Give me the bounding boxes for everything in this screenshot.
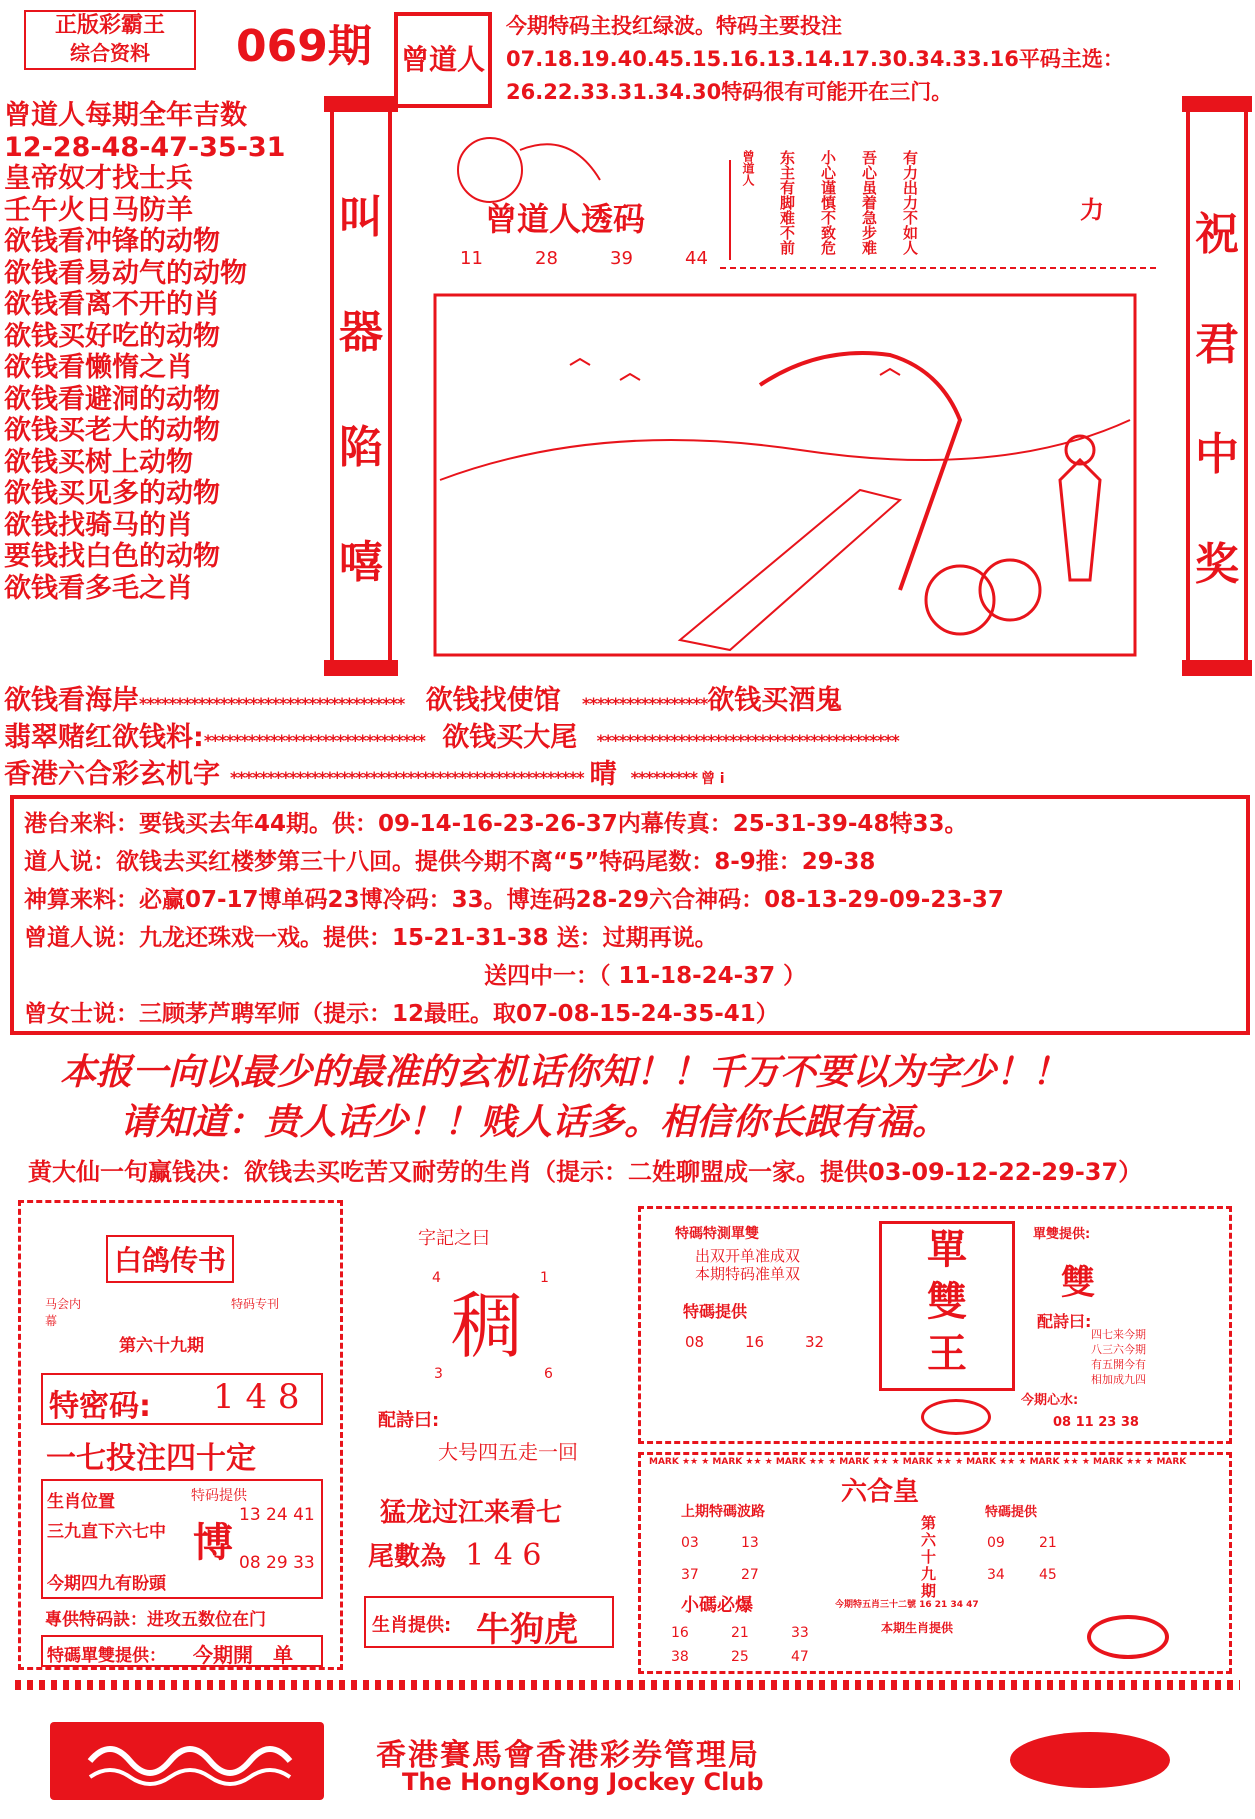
wave-nums <box>681 1527 801 1591</box>
left-scroll-char: 叫 <box>339 192 383 243</box>
long-line-text: 欲钱找使馆 <box>425 685 561 716</box>
zodiac-label: 生肖位置 <box>47 1492 115 1512</box>
small-code-label: 小碼必爆 <box>681 1595 753 1616</box>
poem-label: 配詩曰: <box>378 1410 440 1431</box>
special-label: 特码提供 <box>191 1488 247 1504</box>
king-poem-line: 八三六今期 <box>1091 1343 1146 1356</box>
clue-item: 欲钱看易动气的动物 <box>4 257 247 289</box>
clue-item: 欲钱看避洞的动物 <box>4 383 220 415</box>
long-line-3: 香港六合彩玄机字 ************************************************ 晴 ********* 曾 i <box>4 759 725 790</box>
zodiac-provide-label-2: 本期生肖提供 <box>881 1621 954 1635</box>
king-nums <box>685 1333 865 1351</box>
king-oe-value: 雙 <box>1061 1263 1095 1303</box>
left-clue-list <box>4 100 314 604</box>
small-code-num: 38 <box>671 1649 689 1665</box>
combo-line: 今期特五肖三十二號 16 21 34 47 <box>835 1600 979 1610</box>
info-line: 神算来料：必赢07-17博单码23博冷码：33。博连码28-29六合神码：08-13-29-09-23-37 <box>24 887 1004 913</box>
header-intro: 今期特码主投红绿波。特码主要投注07.18.19.40.45.15.16.13.14.17.30.34.33.16平码主选：26.22.33.31.34.30特码很有可能开在三门。 <box>506 14 1124 104</box>
king-sub1: 出双开单准成双 <box>695 1247 801 1265</box>
secret-code-row <box>41 1373 323 1425</box>
poem-column: 吾心虽着急步难 <box>860 150 878 255</box>
king-char: 王 <box>927 1330 967 1377</box>
king-poem-line: 有五開今有 <box>1091 1358 1146 1371</box>
word-title: 字記之曰 <box>418 1228 490 1249</box>
odd-even-king-panel <box>638 1206 1232 1444</box>
word-char: 稠 <box>451 1284 524 1368</box>
king-char: 雙 <box>927 1278 967 1325</box>
wave-num: 03 <box>681 1535 699 1551</box>
mark-text: MARK <box>649 1457 679 1467</box>
illustration-numbers <box>460 248 760 269</box>
issue-number: 069期 <box>236 21 372 72</box>
six-emperor-panel <box>638 1452 1232 1674</box>
word-n2: 1 <box>540 1270 549 1286</box>
provide-nums <box>987 1527 1097 1591</box>
tail-label: 尾數為 <box>368 1542 447 1572</box>
bet-line: 一七投注四十定 <box>46 1441 256 1476</box>
zodiac-text: 三九直下六七中 <box>47 1522 166 1542</box>
reveal-number: 39 <box>610 248 633 269</box>
king-title: 特碼特測單雙 <box>675 1226 759 1242</box>
clue-item: 欲钱看多毛之肖 <box>4 572 193 604</box>
king-oe-label: 單雙提供: <box>1033 1227 1091 1242</box>
bottom-mid-panel <box>348 1200 626 1670</box>
info-box <box>10 795 1250 1035</box>
word-n4: 6 <box>544 1366 553 1382</box>
king-flower-icon <box>921 1399 991 1435</box>
small-code-nums <box>671 1621 871 1669</box>
odd-even-value: 今期開 单 <box>193 1643 293 1667</box>
footer-english: The HongKong Jockey Club <box>402 1768 764 1796</box>
clue-item: 欲钱买老大的动物 <box>4 415 220 446</box>
mark-strip: MARK ★★ ★ MARK ★★ ★ MARK ★★ ★ MARK ★★ ★ MARK ★★ ★ MARK ★★ ★ MARK ★★ ★ MARK ★★ ★ MARK <box>649 1457 1187 1467</box>
illustration-title: 曾道人透码 <box>485 200 646 238</box>
logo-line1: 正版彩霸王 <box>54 13 165 38</box>
six-emperor-title: 六合皇 <box>841 1477 920 1507</box>
reveal-number: 28 <box>535 248 558 269</box>
special-char: 博 <box>193 1519 233 1566</box>
small-code-num: 25 <box>731 1649 749 1665</box>
small-code-num: 21 <box>731 1625 749 1641</box>
clue-item: 欲钱找骑马的肖 <box>4 509 193 541</box>
dragon-line: 猛龙过江来看七 <box>380 1498 563 1528</box>
poem-column: 有力出力不如人 <box>901 150 919 255</box>
king-box <box>879 1221 1015 1391</box>
footer-chinese: 香港賽馬會香港彩券管理局 <box>376 1738 760 1773</box>
zodiac-provide-box <box>364 1596 614 1648</box>
long-line-text: 晴 <box>589 759 617 790</box>
long-line-1: 欲钱看海岸************************************ 欲钱找使馆 *****************欲钱买酒鬼 <box>4 685 843 716</box>
footer-badge-icon <box>1010 1732 1170 1788</box>
bottom-left-panel <box>18 1200 343 1670</box>
word-n3: 3 <box>434 1366 443 1382</box>
long-line-text: 欲钱买大尾 <box>442 722 578 753</box>
slogan-1: 本报一向以最少的最准的玄机话你知！！千万不要以为字少！！ <box>60 1051 1069 1093</box>
secret-code-label: 特密码: <box>49 1389 151 1424</box>
wong-tai-sin: 黄大仙一句赢钱决：欲钱去买吃苦又耐劳的生肖（提示：二姓聊盟成一家。提供03-09-12-22-29-37） <box>28 1158 1143 1186</box>
info-line: 曾道人说：九龙还珠戏一戏。提供：15-21-31-38 送：过期再说。 <box>24 925 718 951</box>
clue-item: 12-28-48-47-35-31 <box>4 131 286 163</box>
clue-item: 欲钱买见多的动物 <box>4 478 220 509</box>
left-scroll-char: 嘻 <box>339 537 383 588</box>
reveal-number: 44 <box>685 248 708 269</box>
logo-block <box>24 10 196 70</box>
illustration-poem <box>740 150 921 270</box>
word-n1: 4 <box>432 1270 441 1286</box>
king-heart-label: 今期心水: <box>1021 1393 1079 1408</box>
left-scroll-char: 器 <box>339 307 383 358</box>
wave-num: 27 <box>741 1567 759 1583</box>
special-row2: 08 29 33 <box>239 1553 315 1573</box>
slogan-2: 请知道：贵人话少！！贱人话多。相信你长跟有福。 <box>120 1101 949 1143</box>
right-scroll-char: 祝 <box>1195 209 1239 260</box>
small-code-num: 47 <box>791 1649 809 1665</box>
king-num: 08 <box>685 1333 705 1351</box>
clue-item: 皇帝奴才找士兵 <box>4 163 193 194</box>
poem-column: 小心谨慎不致危 <box>819 150 837 255</box>
six-emperor-issue: 第六十九期 <box>921 1514 937 1600</box>
wave-num: 13 <box>741 1535 759 1551</box>
six-emperor-provide: 特碼提供 <box>985 1505 1038 1520</box>
clue-item: 欲钱看冲锋的动物 <box>4 226 220 257</box>
clue-item: 曾道人每期全年吉数 <box>4 100 247 131</box>
illustration-panel <box>400 120 1170 665</box>
divider <box>15 1680 1240 1690</box>
right-scroll <box>1186 96 1248 676</box>
king-heart-nums: 08 11 23 38 <box>1053 1415 1139 1430</box>
provide-num: 45 <box>1039 1567 1057 1583</box>
provide-num: 09 <box>987 1535 1005 1551</box>
right-scroll-char: 中 <box>1195 429 1239 480</box>
king-char: 單 <box>927 1226 967 1273</box>
clue-item: 欲钱买树上动物 <box>4 446 193 478</box>
right-scroll-char: 君 <box>1195 319 1239 370</box>
clue-item: 要钱找白色的动物 <box>4 541 220 572</box>
clue-item: 欲钱买好吃的动物 <box>4 320 220 352</box>
tail-value: 1 4 6 <box>465 1538 542 1573</box>
king-poem-line: 四七来今期 <box>1091 1328 1146 1341</box>
reveal-number: 11 <box>460 248 483 269</box>
odd-even-label: 特碼單雙提供： <box>47 1646 166 1666</box>
secret-code-value: 1 4 8 <box>213 1377 300 1417</box>
zodiac-provide-label: 生肖提供: <box>372 1615 452 1636</box>
long-line-text: 曾 i <box>700 771 725 787</box>
king-poem-label: 配詩曰: <box>1037 1312 1092 1331</box>
pigeon-small-right: 特码专刊 <box>231 1297 280 1311</box>
footer-logo-art <box>50 1722 324 1800</box>
clue-item: 壬午火日马防羊 <box>4 194 193 226</box>
clue-item: 欲钱看离不开的肖 <box>4 289 220 320</box>
long-line-text: 香港六合彩玄机字 <box>4 759 220 790</box>
poem-line: 大号四五走一回 <box>438 1440 578 1464</box>
logo-line2: 综合资料 <box>70 41 150 65</box>
footer-logo-icon <box>50 1722 324 1800</box>
clue-item: 欲钱看懒惰之肖 <box>4 352 193 383</box>
zodiac-hint: 今期四九有盼頭 <box>47 1574 166 1594</box>
zodiac-grid <box>41 1479 323 1599</box>
king-poem-lines <box>1091 1327 1146 1387</box>
info-line: 送四中一：（ 11-18-24-37 ） <box>484 963 807 989</box>
illustration-power: 力 <box>1080 196 1104 224</box>
king-num: 32 <box>805 1333 825 1351</box>
long-line-text: 欲钱看海岸 <box>4 685 139 716</box>
long-line-text: 翡翠赌红欲钱料: <box>4 722 204 753</box>
poem-column: 曾道人 <box>741 150 755 186</box>
wave-label: 上期特碼波路 <box>681 1504 765 1520</box>
king-sub2: 本期特码准单双 <box>695 1265 801 1283</box>
zodiac-provide-value: 牛狗虎 <box>476 1610 578 1650</box>
poem-column: 东主有脚难不前 <box>778 150 796 255</box>
white-pigeon-title: 白鸽传书 <box>106 1235 234 1283</box>
right-scroll-char: 奖 <box>1195 539 1239 590</box>
left-scroll-char: 陷 <box>339 422 383 473</box>
small-code-num: 16 <box>671 1625 689 1641</box>
long-line-text: 欲钱买酒鬼 <box>707 685 843 716</box>
provide-num: 34 <box>987 1567 1005 1583</box>
stamp: 曾道人 <box>394 12 492 108</box>
stamp-badge-icon <box>1087 1615 1169 1659</box>
attack-line: 專供特码訣：进攻五数位在门 <box>45 1610 266 1630</box>
pigeon-small-left: 马会内幕 <box>45 1297 82 1328</box>
wave-num: 37 <box>681 1567 699 1583</box>
small-code-num: 33 <box>791 1625 809 1641</box>
king-num: 16 <box>745 1333 765 1351</box>
info-line: 道人说：欲钱去买红楼梦第三十八回。提供今期不离“5”特码尾数：8-9推：29-38 <box>24 849 876 875</box>
king-poem-line: 相加成九四 <box>1091 1373 1146 1386</box>
long-line-2: 翡翠赌红欲钱料:****************************** 欲钱买大尾 ***************************************** <box>4 722 899 753</box>
info-line: 港台来料：要钱买去年44期。供：09-14-16-23-26-37内幕传真：25-31-39-48特33。 <box>24 811 968 837</box>
king-provide: 特碼提供 <box>683 1302 748 1321</box>
pigeon-issue: 第六十九期 <box>119 1336 204 1356</box>
tail-row <box>368 1536 541 1573</box>
provide-num: 21 <box>1039 1535 1057 1551</box>
special-row1: 13 24 41 <box>239 1505 315 1525</box>
info-line: 曾女士说：三顾茅芦聘军师（提示：12最旺。取07-08-15-24-35-41） <box>24 1001 779 1027</box>
left-scroll <box>330 96 392 676</box>
odd-even-row <box>41 1635 323 1667</box>
